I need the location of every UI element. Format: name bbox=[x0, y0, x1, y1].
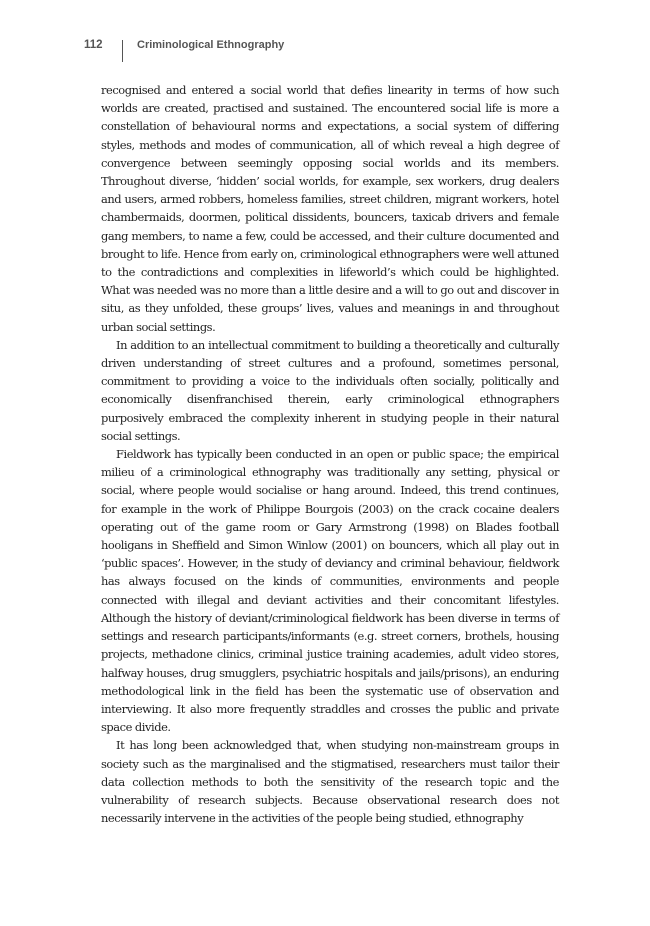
paragraph-1: recognised and entered a social world that defies linearity in terms of how such worlds are created, practised and sustained. The encountered social life is more a constellation of behavioural norms and expectations, a social system of differing styles, methods and modes of communication, all of which reveal a high degree of convergence between seemingly opposing social worlds and its members. Throughout diverse, ‘hidden’ social worlds, for example, sex workers, drug dealers and users, armed robbers, homeless families, street children, migrant workers, hotel chambermaids, doormen, political dissidents, bouncers, taxicab drivers and female gang members, to name a few, could be accessed, and their culture documented and brought to life. Hence from early on, criminological ethnographers were well attuned to the contradictions and complexities in lifeworld’s which could be highlighted. What was needed was no more than a little desire and a will to go out and discover in situ, as they unfolded, these groups’ lives, values and meanings in and throughout urban social settings. bbox=[101, 83, 559, 334]
header-divider bbox=[122, 40, 123, 62]
paragraph-3: Fieldwork has typically been conducted in an open or public space; the empirical milieu of a criminological ethnography was traditionally any setting, physical or social, where people would socialise or hang around. Indeed, this trend continues, for example in the work of Philippe Bourgois (2003) on the crack cocaine dealers operating out of the game room or Gary Armstrong (1998) on Blades football hooligans in Sheffield and Simon Winlow (2001) on bouncers, which all play out in ‘public spaces’. However, in the study of deviancy and criminal behaviour, fieldwork has always focused on the kinds of communities, environments and people connected with illegal and deviant activities and their concomitant lifestyles. Although the history of deviant/​criminological fieldwork has been diverse in terms of settings and research participants/​informants (e.g. street corners, brothels, housing projects, methadone clinics, criminal justice training academies, adult video stores, halfway houses, drug smugglers, psychiatric hospitals and jails/prisons), an enduring methodological link in the field has been the systematic use of observation and interviewing. It also more frequently straddles and crosses the public and private space divide. bbox=[101, 447, 559, 735]
paragraph-2: In addition to an intellectual commitment to building a theoretically and culturally driven understanding of street cultures and a profound, sometimes personal, commitment to providing a voice to the individuals often socially, politically and economically disenfranchised therein, early criminological ethnographers purposively embraced the complexity inherent in studying people in their natural social settings. bbox=[101, 337, 559, 443]
paragraph-4: It has long been acknowledged that, when studying non-mainstream groups in society such as the marginalised and the stigmatised, researchers must tailor their data collection methods to both the sensitivity of the research topic and the vulnerability of research subjects. Because observational research does not necessarily intervene in the activities of the people being studied, ethnography bbox=[101, 738, 559, 826]
body-text bbox=[101, 81, 559, 827]
running-head-title: Criminological Ethnography bbox=[137, 39, 285, 51]
page-number: 112 bbox=[84, 39, 103, 51]
